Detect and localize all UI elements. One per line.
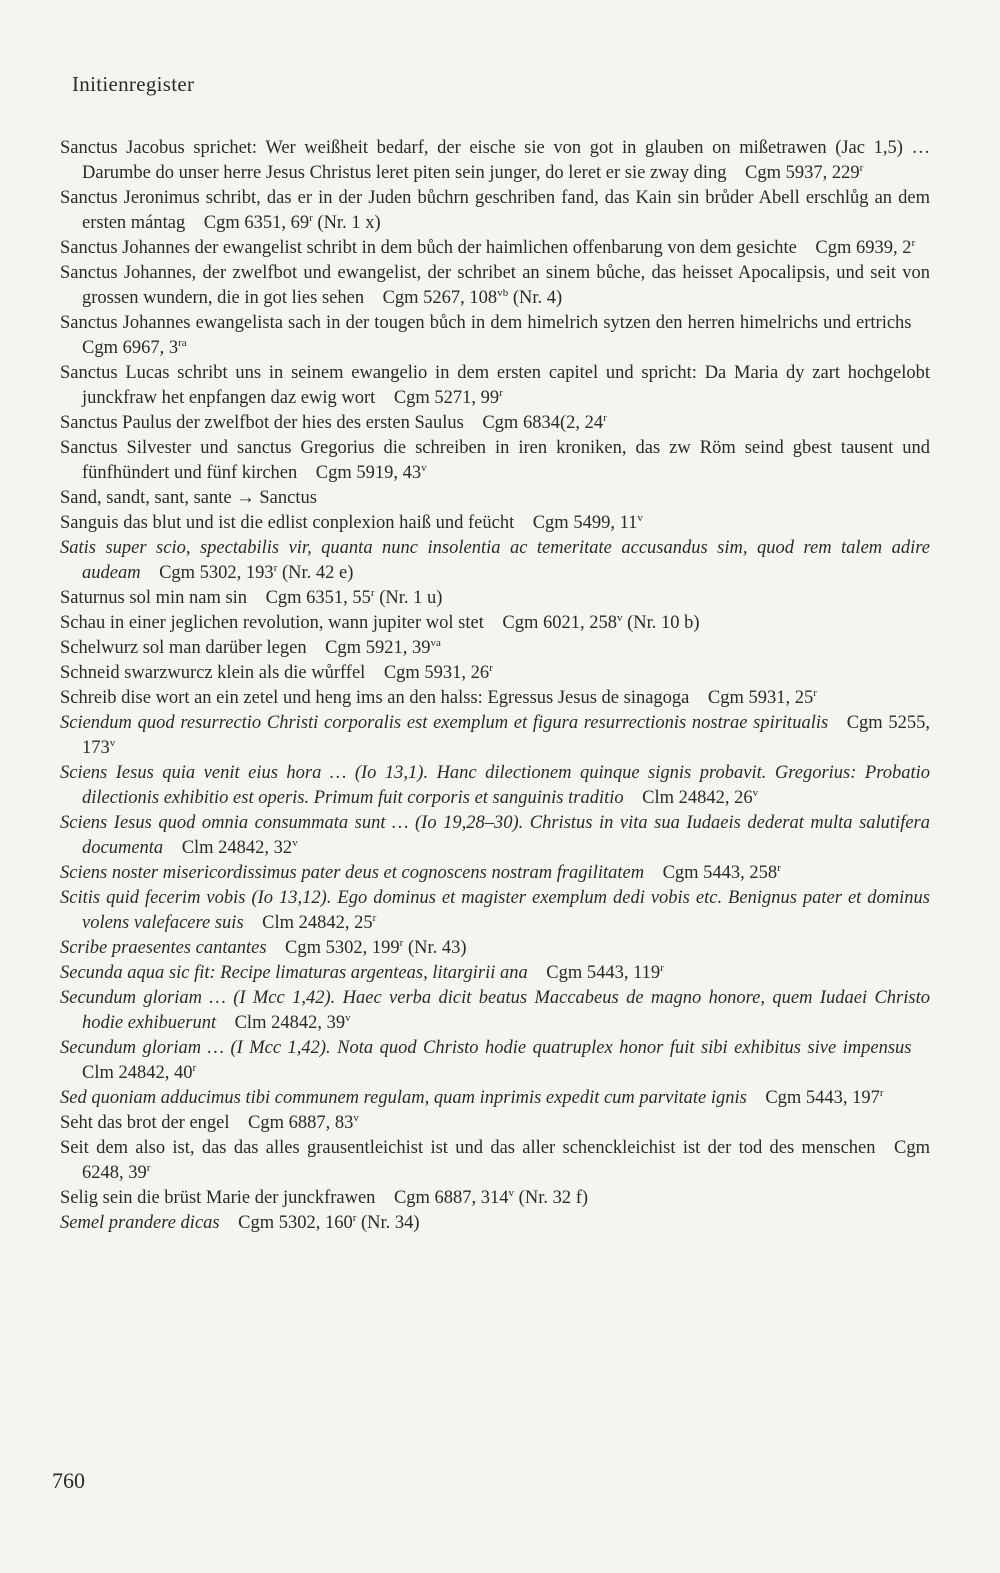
item-number: (Nr. 42 e) xyxy=(277,563,354,583)
folio-side: v xyxy=(637,511,643,524)
item-number: (Nr. 1 x) xyxy=(312,213,381,233)
entry-incipit: Sed quoniam adducimus tibi communem regulam, quam inprimis expedit cum parvitate ignis xyxy=(60,1088,747,1108)
index-entry xyxy=(60,236,930,261)
manuscript-reference: Cgm 6351, 69 xyxy=(203,213,310,233)
index-entry xyxy=(60,136,930,186)
running-header: Initienregister xyxy=(72,72,195,96)
index-entry xyxy=(60,661,930,686)
item-number: (Nr. 10 b) xyxy=(622,613,700,633)
entry-incipit: Scitis quid fecerim vobis (Io 13,12). Ego dominus et magister exemplum dedi vobis etc. Benignus pater et dominus volens valefacere suis xyxy=(60,888,930,933)
entry-incipit: Sanctus Paulus der zwelfbot der hies des ersten Saulus xyxy=(60,413,464,433)
index-entry xyxy=(60,436,930,486)
entry-incipit: Sanctus Silvester und sanctus Gregorius die schreiben in iren kroniken, das zw Röm seind gbest tausent und fünfhündert und fünf kirchen xyxy=(60,438,930,483)
manuscript-reference: Clm 24842, 40 xyxy=(82,1063,193,1083)
folio-side: v xyxy=(109,736,116,749)
folio-side: r xyxy=(603,411,607,424)
folio-side: r xyxy=(660,961,664,974)
folio-side: r xyxy=(370,586,375,599)
folio-side: v xyxy=(508,1186,515,1199)
index-entry xyxy=(60,536,930,586)
manuscript-reference: Cgm 5443, 197 xyxy=(765,1088,880,1108)
folio-side: r xyxy=(309,211,313,224)
manuscript-reference: Cgm 5267, 108 xyxy=(382,288,498,308)
manuscript-reference: Cgm 5499, 11 xyxy=(532,513,638,533)
item-number: (Nr. 4) xyxy=(508,288,563,308)
index-entry xyxy=(60,1111,930,1136)
manuscript-reference: Cgm 5921, 39 xyxy=(325,638,431,658)
manuscript-reference: Cgm 5443, 258 xyxy=(662,863,778,883)
folio-side: r xyxy=(859,161,864,174)
entry-incipit: Schau in einer jeglichen revolution, wann jupiter wol stet xyxy=(60,613,484,633)
entry-incipit: Sciens Iesus quod omnia consummata sunt … (Io 19,28–30). Christus in vita sua Iudaeis dederat multa salutifera documenta xyxy=(60,813,930,858)
folio-side: v xyxy=(752,786,759,799)
entry-incipit: Secundum gloriam … (I Mcc 1,42). Nota quod Christo hodie quatruplex honor fuit sibi exhibitus sive impensus xyxy=(60,1038,912,1058)
folio-side: v xyxy=(345,1011,351,1024)
entry-incipit: Secundum gloriam … (I Mcc 1,42). Haec verba dicit beatus Maccabeus de magno honore, quem Iudaei Christo hodie exhibuerunt xyxy=(60,988,930,1033)
entry-incipit: Saturnus sol min nam sin xyxy=(60,588,248,608)
index-entry xyxy=(60,311,930,361)
entry-incipit: Scribe praesentes cantantes xyxy=(60,938,267,958)
index-entry xyxy=(60,686,930,711)
manuscript-reference: Cgm 5443, 119 xyxy=(546,963,661,983)
manuscript-reference: Cgm 5302, 193 xyxy=(159,563,274,583)
manuscript-reference: Cgm 5931, 25 xyxy=(707,688,814,708)
index-entry xyxy=(60,961,930,986)
index-entry xyxy=(60,1036,930,1086)
entry-incipit: Sand, sandt, sant, sante → Sanctus xyxy=(60,488,317,508)
entry-incipit: Sciens Iesus quia venit eius hora … (Io 13,1). Hanc dilectionem quinque signis probavit. Gregorius: Probatio dilectionis exhibitio est operis. Primum fuit corporis et sanguinis traditio xyxy=(60,763,930,808)
manuscript-reference: Cgm 6834(2, 24 xyxy=(482,413,604,433)
entry-incipit: Sanctus Johannes der ewangelist schribt in dem bůch der haimlichen offenbarung von dem gesichte xyxy=(60,238,797,258)
item-number: (Nr. 1 u) xyxy=(374,588,443,608)
manuscript-reference: Cgm 5302, 160 xyxy=(238,1213,353,1233)
item-number: (Nr. 34) xyxy=(356,1213,420,1233)
entry-incipit: Satis super scio, spectabilis vir, quanta nunc insolentia ac temeritate accusandus sim, quod rem talem adire audeam xyxy=(60,538,930,583)
index-entry xyxy=(60,1211,930,1236)
manuscript-reference: Clm 24842, 25 xyxy=(262,913,373,933)
folio-side: r xyxy=(192,1061,197,1074)
entry-incipit: Selig sein die brüst Marie der junckfrawen xyxy=(60,1188,376,1208)
manuscript-reference: Cgm 5937, 229 xyxy=(745,163,860,183)
entry-incipit: Sanguis das blut und ist die edlist conplexion haiß und feücht xyxy=(60,513,515,533)
folio-side: r xyxy=(372,911,377,924)
entry-incipit: Seit dem also ist, das das alles grausentleichist ist und das aller schenckleichist ist der tod des menschen xyxy=(60,1138,876,1158)
index-entry xyxy=(60,986,930,1036)
index-entry xyxy=(60,1186,930,1211)
index-entry xyxy=(60,261,930,311)
manuscript-reference: Clm 24842, 39 xyxy=(234,1013,346,1033)
index-entry xyxy=(60,486,930,511)
index-entry xyxy=(60,186,930,236)
folio-side: r xyxy=(489,661,493,674)
index-entry xyxy=(60,886,930,936)
entry-incipit: Sciens noster misericordissimus pater deus et cognoscens nostram fragilitatem xyxy=(60,863,645,883)
manuscript-reference: Cgm 6967, 3 xyxy=(82,338,179,358)
folio-side: v xyxy=(421,461,427,474)
folio-side: r xyxy=(879,1086,884,1099)
index-entry xyxy=(60,711,930,761)
entry-incipit: Sanctus Lucas schribt uns in seinem ewangelio in dem ersten capitel und spricht: Da Maria dy zart hochgelobt junckfraw het enpfangen daz ewig wort xyxy=(60,363,930,408)
index-entry xyxy=(60,861,930,886)
folio-side: r xyxy=(146,1161,151,1174)
folio-side: v xyxy=(292,836,298,849)
folio-side: r xyxy=(911,236,916,249)
folio-side: r xyxy=(813,686,817,699)
manuscript-reference: Cgm 5302, 199 xyxy=(285,938,400,958)
item-number: (Nr. 32 f) xyxy=(514,1188,589,1208)
index-entry xyxy=(60,936,930,961)
manuscript-reference: Clm 24842, 26 xyxy=(642,788,753,808)
entry-incipit: Sanctus Jacobus sprichet: Wer weißheit bedarf, der eische sie von got in glauben on mißetrawen (Jac 1,5) … Darumbe do unser herre Jesus Christus leret piten sein junger, do leret er sie zway ding xyxy=(60,138,930,183)
manuscript-reference: Cgm 6939, 2 xyxy=(815,238,912,258)
index-entry xyxy=(60,411,930,436)
folio-side: vb xyxy=(497,286,509,299)
entry-incipit: Secunda aqua sic fit: Recipe limaturas argenteas, litargirii ana xyxy=(60,963,528,983)
manuscript-reference: Cgm 6021, 258 xyxy=(502,613,617,633)
manuscript-reference: Cgm 5919, 43 xyxy=(315,463,422,483)
entry-incipit: Sanctus Johannes, der zwelfbot und ewangelist, der schribet an sinem bůche, das heisset Apocalipsis, und seit von grossen wundern, die in got lies sehen xyxy=(60,263,930,308)
entry-incipit: Seht das brot der engel xyxy=(60,1113,230,1133)
index-entry xyxy=(60,761,930,811)
entry-incipit: Semel prandere dicas xyxy=(60,1213,220,1233)
folio-side: r xyxy=(777,861,781,874)
folio-side: r xyxy=(352,1211,357,1224)
index-entry xyxy=(60,636,930,661)
index-entry xyxy=(60,361,930,411)
page-number: 760 xyxy=(52,1468,85,1493)
manuscript-reference: Cgm 6351, 55 xyxy=(265,588,371,608)
manuscript-reference: Cgm 6887, 314 xyxy=(393,1188,509,1208)
index-entry xyxy=(60,611,930,636)
manuscript-reference: Cgm 5271, 99 xyxy=(393,388,500,408)
entry-incipit: Sciendum quod resurrectio Christi corporalis est exemplum et figura resurrectionis nostrae spiritualis xyxy=(60,713,829,733)
folio-side: va xyxy=(430,636,441,649)
entry-incipit: Schreib dise wort an ein zetel und heng ims an den halss: Egressus Jesus de sinagoga xyxy=(60,688,690,708)
item-number: (Nr. 43) xyxy=(403,938,467,958)
index-entry xyxy=(60,1086,930,1111)
index-entry xyxy=(60,586,930,611)
index-entry xyxy=(60,1136,930,1186)
entry-incipit: Schneid swarzwurcz klein als die wůrffel xyxy=(60,663,366,683)
manuscript-reference: Cgm 6248, 39 xyxy=(82,1138,930,1183)
index-entry xyxy=(60,511,930,536)
folio-side: v xyxy=(616,611,623,624)
manuscript-reference: Cgm 5931, 26 xyxy=(383,663,490,683)
index-entry xyxy=(60,811,930,861)
folio-side: r xyxy=(499,386,503,399)
folio-side: v xyxy=(353,1111,359,1124)
folio-side: ra xyxy=(178,336,187,349)
folio-side: r xyxy=(273,561,278,574)
folio-side: r xyxy=(399,936,404,949)
entry-incipit: Sanctus Johannes ewangelista sach in der tougen bůch in dem himelrich sytzen den herren himelrichs und ertrichs xyxy=(60,313,912,333)
entry-incipit: Schelwurz sol man darüber legen xyxy=(60,638,307,658)
index-entries-list xyxy=(60,136,930,1236)
manuscript-reference: Cgm 5255, 173 xyxy=(82,713,931,758)
manuscript-reference: Clm 24842, 32 xyxy=(181,838,293,858)
entry-incipit: Sanctus Jeronimus schribt, das er in der Juden bůchrn geschriben fand, das Kain sin brůder Abell erschlůg an dem ersten mántag xyxy=(60,188,930,233)
manuscript-reference: Cgm 6887, 83 xyxy=(248,1113,354,1133)
